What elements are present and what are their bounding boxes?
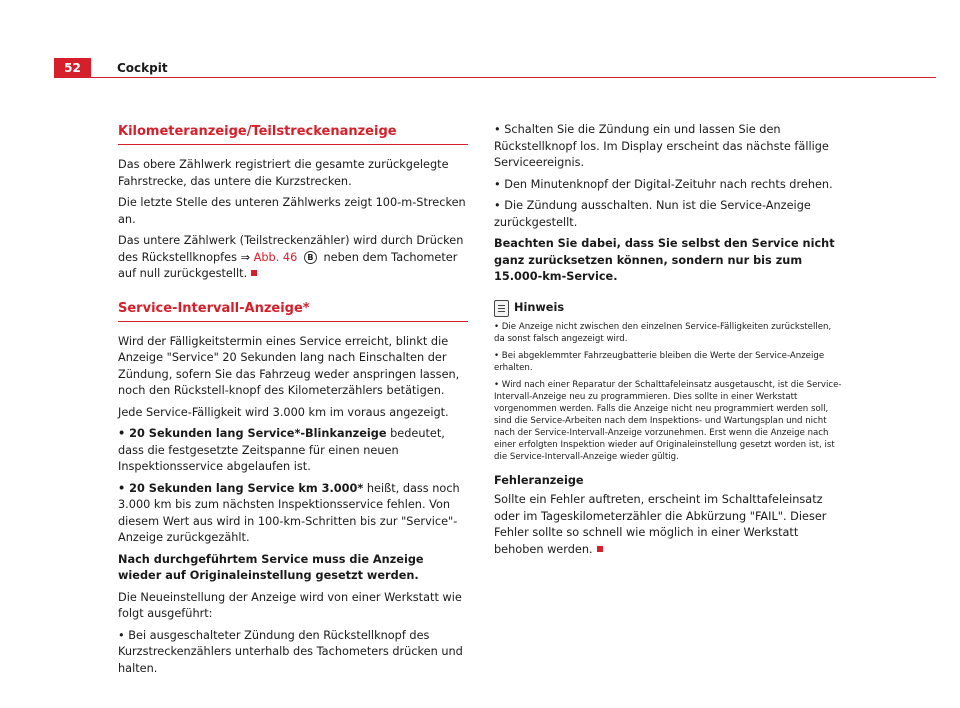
paragraph-text: Sollte ein Fehler auftreten, erscheint im Schalttafeleinsatz oder im Tageskilometerzähler die Abkürzung "FAIL". Dieser Fehler sollte so schnell wie möglich in einer Werkstatt behoben werden. [494, 493, 827, 556]
paragraph [494, 492, 844, 558]
warning-text [494, 236, 844, 286]
paragraph [118, 233, 468, 283]
paragraph: Jede Service-Fälligkeit wird 3.000 km im voraus angezeigt. [118, 405, 449, 419]
paragraph: Die letzte Stelle des unteren Zählwerks zeigt 100-m-Strecken an. [118, 196, 466, 226]
callout-badge: B [304, 251, 317, 264]
note-header [494, 300, 844, 317]
note-icon [494, 300, 509, 317]
warning-bold: Beachten Sie dabei, dass Sie selbst den Service nicht ganz zurücksetzen können, sondern nur bis zum 15.000-km-Service. [494, 237, 835, 283]
bullet-bold: • 20 Sekunden lang Service km 3.000* [118, 481, 364, 495]
section-end-marker [597, 546, 603, 552]
paragraph: Das obere Zählwerk registriert die gesamte zurückgelegte Fahrstrecke, das untere die Kurzstrecken. [118, 158, 449, 188]
bullet-item: • Den Minutenknopf der Digital-Zeituhr nach rechts drehen. [494, 177, 833, 191]
subheading-fault: Fehleranzeige [494, 473, 584, 487]
page-number: 52 [54, 58, 91, 78]
note-box [494, 321, 844, 463]
bullet-text: bedeutet, dass die festgesetzte Zeitspanne für einen neuen Inspektionsservice abgelaufen ist. [118, 427, 445, 473]
bullet-item: • Schalten Sie die Zündung ein und lassen Sie den Rückstellknopf los. Im Display erscheint das nächste fällige Serviceereignis. [494, 123, 829, 169]
bullet-item: • Bei ausgeschalteter Zündung den Rückstellknopf des Kurzstreckenzählers unterhalb des Tachometers drücken und halten. [118, 628, 463, 675]
paragraph: Die Neueinstellung der Anzeige wird von einer Werkstatt wie folgt ausgeführt: [118, 590, 462, 620]
header-rule [91, 77, 936, 78]
bullet-text: heißt, dass noch 3.000 km bis zum nächsten Inspektionsservice fehlen. Von diesem Wert aus wird in 100-km-Schritten bis zur "Service"-Anzeige zurückgezählt. [118, 481, 460, 544]
bullet-bold: • 20 Sekunden lang Service*-Blinkanzeige [118, 427, 387, 440]
bullet-item: • Die Zündung ausschalten. Nun ist die Service-Anzeige zurückgestellt. [494, 199, 811, 229]
paragraph: Wird der Fälligkeitstermin eines Service erreicht, blinkt die Anzeige "Service" 20 Sekunden lang nach Einschalten der Zündung, sofern Sie das Fahrzeug weder anspringen lassen, noch den Rückstell-knopf des Kilometerzählers betätigen. [118, 334, 460, 397]
bullet-item [118, 426, 468, 476]
bullet-item [118, 481, 468, 547]
warning-bold: Nach durchgeführtem Service muss die Anzeige wieder auf Originaleinstellung gesetzt werden. [118, 552, 424, 582]
note-item: • Wird nach einer Reparatur der Schalttafeleinsatz ausgetauscht, ist die Service-Intervall-Anzeige neu zu programmieren. Dies sollte in einer Werkstatt vorgenommen werden. Falls die Anzeige nicht neu programmiert werden soll, sind die Service-Arbeiten nach dem Inspektions- und Wartungsplan und nicht nach der Service-Intervall-Anzeige vorzunehmen. Erst wenn die Anzeige nach einer erfolgten Inspektion wieder auf Originaleinstellung gesetzt worden ist, ist die Service-Intervall-Anzeige wieder gültig. [494, 379, 842, 462]
note-title: Hinweis [514, 300, 565, 314]
figure-link[interactable]: Abb. 46 [253, 250, 298, 264]
warning-text [118, 552, 468, 585]
section-title-service: Service-Intervall-Anzeige* [118, 301, 468, 322]
section-end-marker [251, 270, 257, 276]
note-item: • Bei abgeklemmter Fahrzeugbatterie bleiben die Werte der Service-Anzeige erhalten. [494, 350, 825, 373]
note-item: • Die Anzeige nicht zwischen den einzelnen Service-Fälligkeiten zurückstellen, da sonst falsch angezeigt wird. [494, 321, 832, 344]
paragraph-text: Das untere Zählwerk (Teilstreckenzähler) wird durch Drücken des Rückstellknopfes ⇒ [118, 234, 464, 264]
left-column [118, 124, 468, 682]
chapter-title: Cockpit [117, 61, 168, 75]
section-title-odometer: Kilometeranzeige/Teilstreckenanzeige [118, 124, 468, 145]
right-column [494, 122, 844, 563]
paragraph-text: neben dem Tachometer auf null zurückgestellt. [118, 250, 458, 280]
